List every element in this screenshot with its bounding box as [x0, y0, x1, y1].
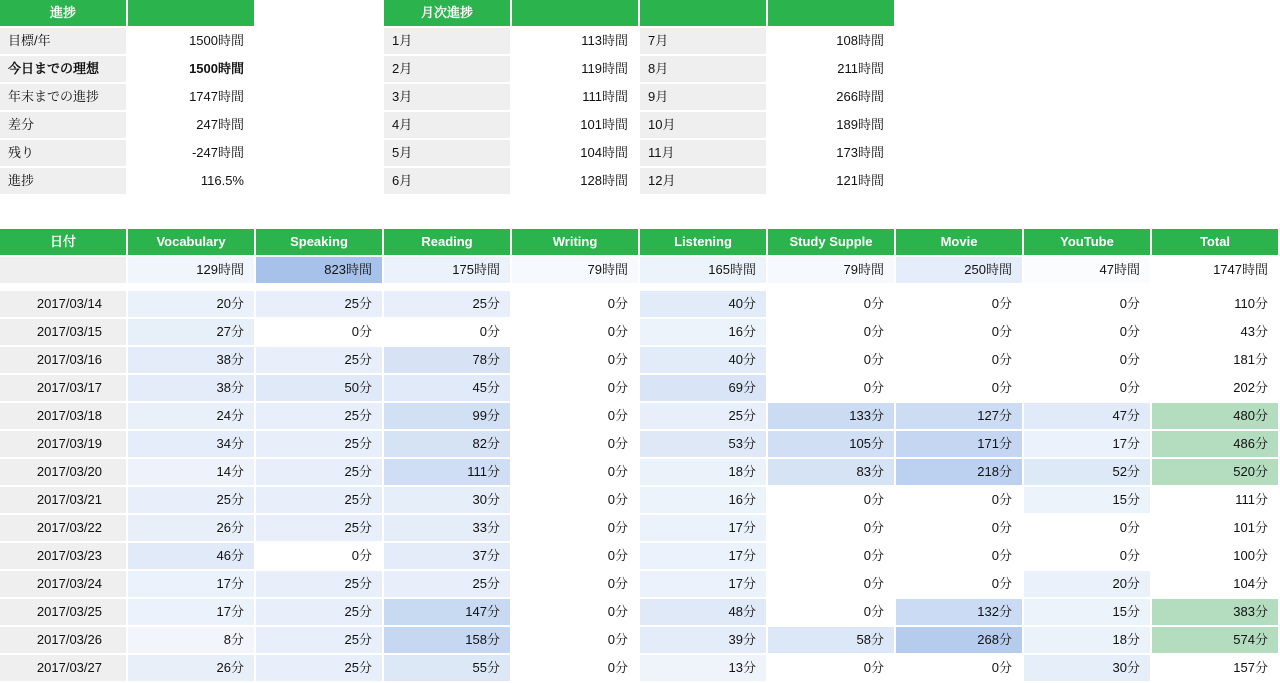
minute-cell[interactable]: 0分 — [512, 459, 640, 487]
month-label-cell[interactable]: 3月 — [384, 84, 512, 112]
minute-cell[interactable]: 0分 — [768, 347, 896, 375]
minute-cell[interactable]: 0分 — [512, 319, 640, 347]
minute-cell[interactable]: 17分 — [128, 599, 256, 627]
minute-cell[interactable]: 0分 — [1024, 319, 1152, 347]
minute-cell[interactable]: 0分 — [384, 319, 512, 347]
totals-hour-cell[interactable]: 79時間 — [512, 257, 640, 285]
minute-cell[interactable]: 17分 — [640, 515, 768, 543]
daily-row — [0, 347, 1280, 375]
minute-cell[interactable]: 14分 — [128, 459, 256, 487]
totals-hour-cell[interactable]: 250時間 — [896, 257, 1024, 285]
daily-row — [0, 627, 1280, 655]
minute-cell[interactable]: 15分 — [1024, 487, 1152, 515]
month-value-cell[interactable]: 211時間 — [768, 56, 896, 84]
column-header-cell[interactable]: Writing — [512, 229, 640, 257]
month-value-cell[interactable]: 266時間 — [768, 84, 896, 112]
summary-value-cell[interactable]: 1500時間 — [128, 28, 256, 56]
minute-cell[interactable]: 15分 — [1024, 599, 1152, 627]
minute-cell[interactable]: 16分 — [640, 319, 768, 347]
month-label-cell[interactable]: 1月 — [384, 28, 512, 56]
minute-cell[interactable]: 8分 — [128, 627, 256, 655]
minute-cell[interactable]: 25分 — [256, 655, 384, 683]
monthly-row — [384, 168, 896, 196]
minute-cell[interactable]: 0分 — [896, 515, 1024, 543]
minute-cell[interactable]: 25分 — [256, 627, 384, 655]
minute-cell[interactable]: 0分 — [512, 543, 640, 571]
summary-value-cell[interactable]: 116.5% — [128, 168, 256, 196]
date-cell[interactable]: 2017/03/21 — [0, 487, 128, 515]
daily-total-cell[interactable]: 110分 — [1152, 291, 1280, 319]
date-cell[interactable]: 2017/03/26 — [0, 627, 128, 655]
month-label-cell[interactable]: 10月 — [640, 112, 768, 140]
minute-cell[interactable]: 25分 — [640, 403, 768, 431]
minute-cell[interactable]: 0分 — [768, 599, 896, 627]
totals-hour-cell[interactable]: 1747時間 — [1152, 257, 1280, 285]
monthly-row — [384, 56, 896, 84]
summary-value-cell[interactable]: -247時間 — [128, 140, 256, 168]
daily-total-cell[interactable]: 480分 — [1152, 403, 1280, 431]
minute-cell[interactable]: 268分 — [896, 627, 1024, 655]
month-label-cell[interactable]: 4月 — [384, 112, 512, 140]
minute-cell[interactable]: 99分 — [384, 403, 512, 431]
daily-total-cell[interactable]: 104分 — [1152, 571, 1280, 599]
minute-cell[interactable]: 0分 — [1024, 543, 1152, 571]
daily-row — [0, 431, 1280, 459]
daily-total-cell[interactable]: 202分 — [1152, 375, 1280, 403]
minute-cell[interactable]: 0分 — [512, 627, 640, 655]
minute-cell[interactable]: 16分 — [640, 487, 768, 515]
column-header-cell[interactable]: Listening — [640, 229, 768, 257]
minute-cell[interactable]: 69分 — [640, 375, 768, 403]
minute-cell[interactable]: 45分 — [384, 375, 512, 403]
minute-cell[interactable]: 38分 — [128, 375, 256, 403]
daily-row — [0, 543, 1280, 571]
minute-cell[interactable]: 25分 — [256, 459, 384, 487]
minute-cell[interactable]: 26分 — [128, 515, 256, 543]
progress-summary-table — [0, 0, 256, 196]
daily-total-cell[interactable]: 520分 — [1152, 459, 1280, 487]
date-cell[interactable]: 2017/03/19 — [0, 431, 128, 459]
minute-cell[interactable]: 132分 — [896, 599, 1024, 627]
minute-cell[interactable]: 0分 — [512, 571, 640, 599]
minute-cell[interactable]: 0分 — [768, 571, 896, 599]
month-value-cell[interactable]: 104時間 — [512, 140, 640, 168]
summary-label-cell[interactable]: 年末までの進捗 — [0, 84, 128, 112]
top-summary-section — [0, 0, 1280, 196]
minute-cell[interactable]: 0分 — [256, 319, 384, 347]
totals-hour-cell[interactable]: 79時間 — [768, 257, 896, 285]
minute-cell[interactable]: 0分 — [896, 655, 1024, 683]
header-row — [0, 0, 256, 28]
daily-row — [0, 403, 1280, 431]
totals-date-cell[interactable] — [0, 257, 128, 285]
minute-cell[interactable]: 0分 — [896, 319, 1024, 347]
minute-cell[interactable]: 0分 — [512, 515, 640, 543]
summary-row — [0, 112, 256, 140]
monthly-row — [384, 112, 896, 140]
minute-cell[interactable]: 133分 — [768, 403, 896, 431]
daily-row — [0, 319, 1280, 347]
date-cell[interactable]: 2017/03/17 — [0, 375, 128, 403]
minute-cell[interactable]: 48分 — [640, 599, 768, 627]
minute-cell[interactable]: 25分 — [256, 291, 384, 319]
minute-cell[interactable]: 25分 — [256, 515, 384, 543]
daily-row — [0, 459, 1280, 487]
minute-cell[interactable]: 18分 — [1024, 627, 1152, 655]
date-cell[interactable]: 2017/03/27 — [0, 655, 128, 683]
daily-study-log-table — [0, 229, 1280, 683]
daily-row — [0, 655, 1280, 683]
summary-value-cell[interactable]: 1500時間 — [128, 56, 256, 84]
minute-cell[interactable]: 38分 — [128, 347, 256, 375]
minute-cell[interactable]: 0分 — [1024, 515, 1152, 543]
minute-cell[interactable]: 40分 — [640, 291, 768, 319]
column-header-cell[interactable]: Speaking — [256, 229, 384, 257]
minute-cell[interactable]: 25分 — [256, 431, 384, 459]
minute-cell[interactable]: 52分 — [1024, 459, 1152, 487]
minute-cell[interactable]: 27分 — [128, 319, 256, 347]
month-label-cell[interactable]: 2月 — [384, 56, 512, 84]
column-header-row — [0, 229, 1280, 257]
minute-cell[interactable]: 0分 — [512, 375, 640, 403]
month-value-cell[interactable]: 101時間 — [512, 112, 640, 140]
minute-cell[interactable]: 26分 — [128, 655, 256, 683]
daily-total-cell[interactable]: 100分 — [1152, 543, 1280, 571]
minute-cell[interactable]: 0分 — [896, 543, 1024, 571]
month-value-cell[interactable]: 113時間 — [512, 28, 640, 56]
minute-cell[interactable]: 17分 — [1024, 431, 1152, 459]
summary-header-empty-cell[interactable] — [128, 0, 256, 28]
month-label-cell[interactable]: 11月 — [640, 140, 768, 168]
minute-cell[interactable]: 17分 — [640, 571, 768, 599]
minute-cell[interactable]: 25分 — [256, 487, 384, 515]
minute-cell[interactable]: 34分 — [128, 431, 256, 459]
month-label-cell[interactable]: 9月 — [640, 84, 768, 112]
header-row — [384, 0, 896, 28]
minute-cell[interactable]: 105分 — [768, 431, 896, 459]
minute-cell[interactable]: 0分 — [768, 515, 896, 543]
monthly-header-cell[interactable]: 月次進捗 — [384, 0, 512, 28]
minute-cell[interactable]: 17分 — [128, 571, 256, 599]
date-cell[interactable]: 2017/03/16 — [0, 347, 128, 375]
month-value-cell[interactable]: 108時間 — [768, 28, 896, 56]
minute-cell[interactable]: 0分 — [512, 487, 640, 515]
minute-cell[interactable]: 78分 — [384, 347, 512, 375]
daily-total-cell[interactable]: 101分 — [1152, 515, 1280, 543]
minute-cell[interactable]: 18分 — [640, 459, 768, 487]
minute-cell[interactable]: 0分 — [1024, 375, 1152, 403]
minute-cell[interactable]: 0分 — [768, 319, 896, 347]
minute-cell[interactable]: 39分 — [640, 627, 768, 655]
minute-cell[interactable]: 0分 — [896, 375, 1024, 403]
minute-cell[interactable]: 0分 — [512, 655, 640, 683]
column-header-cell[interactable]: Reading — [384, 229, 512, 257]
month-value-cell[interactable]: 189時間 — [768, 112, 896, 140]
monthly-row — [384, 84, 896, 112]
column-header-cell[interactable]: YouTube — [1024, 229, 1152, 257]
minute-cell[interactable]: 0分 — [1024, 347, 1152, 375]
summary-label-cell[interactable]: 目標/年 — [0, 28, 128, 56]
date-cell[interactable]: 2017/03/25 — [0, 599, 128, 627]
category-totals-row — [0, 257, 1280, 285]
minute-cell[interactable]: 0分 — [768, 655, 896, 683]
summary-label-cell[interactable]: 残り — [0, 140, 128, 168]
daily-row — [0, 487, 1280, 515]
minute-cell[interactable]: 53分 — [640, 431, 768, 459]
minute-cell[interactable]: 218分 — [896, 459, 1024, 487]
minute-cell[interactable]: 111分 — [384, 459, 512, 487]
column-header-cell[interactable]: Movie — [896, 229, 1024, 257]
minute-cell[interactable]: 171分 — [896, 431, 1024, 459]
monthly-header-empty-cell[interactable] — [768, 0, 896, 28]
minute-cell[interactable]: 83分 — [768, 459, 896, 487]
summary-value-cell[interactable]: 1747時間 — [128, 84, 256, 112]
minute-cell[interactable]: 0分 — [512, 403, 640, 431]
minute-cell[interactable]: 82分 — [384, 431, 512, 459]
minute-cell[interactable]: 0分 — [256, 543, 384, 571]
totals-hour-cell[interactable]: 165時間 — [640, 257, 768, 285]
date-cell[interactable]: 2017/03/23 — [0, 543, 128, 571]
minute-cell[interactable]: 0分 — [512, 431, 640, 459]
minute-cell[interactable]: 0分 — [768, 543, 896, 571]
minute-cell[interactable]: 58分 — [768, 627, 896, 655]
minute-cell[interactable]: 24分 — [128, 403, 256, 431]
summary-label-cell[interactable]: 今日までの理想 — [0, 56, 128, 84]
minute-cell[interactable]: 0分 — [896, 487, 1024, 515]
monthly-header-empty-cell[interactable] — [512, 0, 640, 28]
minute-cell[interactable]: 47分 — [1024, 403, 1152, 431]
daily-row — [0, 571, 1280, 599]
minute-cell[interactable]: 40分 — [640, 347, 768, 375]
summary-row — [0, 140, 256, 168]
totals-hour-cell[interactable]: 47時間 — [1024, 257, 1152, 285]
minute-cell[interactable]: 0分 — [512, 599, 640, 627]
month-label-cell[interactable]: 7月 — [640, 28, 768, 56]
minute-cell[interactable]: 158分 — [384, 627, 512, 655]
minute-cell[interactable]: 37分 — [384, 543, 512, 571]
minute-cell[interactable]: 17分 — [640, 543, 768, 571]
daily-row — [0, 515, 1280, 543]
daily-total-cell[interactable]: 111分 — [1152, 487, 1280, 515]
monthly-progress-table — [384, 0, 896, 196]
minute-cell[interactable]: 0分 — [768, 375, 896, 403]
month-label-cell[interactable]: 8月 — [640, 56, 768, 84]
date-cell[interactable]: 2017/03/15 — [0, 319, 128, 347]
minute-cell[interactable]: 30分 — [384, 487, 512, 515]
daily-total-cell[interactable]: 574分 — [1152, 627, 1280, 655]
column-header-cell[interactable]: 日付 — [0, 229, 128, 257]
column-header-cell[interactable]: Total — [1152, 229, 1280, 257]
minute-cell[interactable]: 0分 — [896, 291, 1024, 319]
summary-row — [0, 168, 256, 196]
month-value-cell[interactable]: 128時間 — [512, 168, 640, 196]
minute-cell[interactable]: 0分 — [512, 291, 640, 319]
date-cell[interactable]: 2017/03/18 — [0, 403, 128, 431]
column-header-cell[interactable]: Vocabulary — [128, 229, 256, 257]
month-value-cell[interactable]: 111時間 — [512, 84, 640, 112]
minute-cell[interactable]: 20分 — [128, 291, 256, 319]
monthly-row — [384, 28, 896, 56]
daily-total-cell[interactable]: 157分 — [1152, 655, 1280, 683]
column-header-cell[interactable]: Study Supple — [768, 229, 896, 257]
minute-cell[interactable]: 30分 — [1024, 655, 1152, 683]
date-cell[interactable]: 2017/03/22 — [0, 515, 128, 543]
daily-row — [0, 599, 1280, 627]
minute-cell[interactable]: 0分 — [896, 571, 1024, 599]
minute-cell[interactable]: 0分 — [512, 347, 640, 375]
minute-cell[interactable]: 33分 — [384, 515, 512, 543]
monthly-header-empty-cell[interactable] — [640, 0, 768, 28]
minute-cell[interactable]: 13分 — [640, 655, 768, 683]
minute-cell[interactable]: 25分 — [256, 403, 384, 431]
summary-row — [0, 56, 256, 84]
minute-cell[interactable]: 0分 — [1024, 291, 1152, 319]
daily-total-cell[interactable]: 383分 — [1152, 599, 1280, 627]
summary-value-cell[interactable]: 247時間 — [128, 112, 256, 140]
daily-total-cell[interactable]: 181分 — [1152, 347, 1280, 375]
summary-row — [0, 28, 256, 56]
month-value-cell[interactable]: 119時間 — [512, 56, 640, 84]
totals-hour-cell[interactable]: 129時間 — [128, 257, 256, 285]
summary-label-cell[interactable]: 進捗 — [0, 168, 128, 196]
daily-row — [0, 291, 1280, 319]
totals-hour-cell[interactable]: 175時間 — [384, 257, 512, 285]
month-value-cell[interactable]: 173時間 — [768, 140, 896, 168]
month-label-cell[interactable]: 6月 — [384, 168, 512, 196]
summary-row — [0, 84, 256, 112]
daily-row — [0, 375, 1280, 403]
minute-cell[interactable]: 25分 — [128, 487, 256, 515]
minute-cell[interactable]: 0分 — [896, 347, 1024, 375]
minute-cell[interactable]: 0分 — [768, 487, 896, 515]
date-cell[interactable]: 2017/03/24 — [0, 571, 128, 599]
date-cell[interactable]: 2017/03/14 — [0, 291, 128, 319]
minute-cell[interactable]: 55分 — [384, 655, 512, 683]
minute-cell[interactable]: 0分 — [768, 291, 896, 319]
minute-cell[interactable]: 25分 — [256, 347, 384, 375]
daily-total-cell[interactable]: 486分 — [1152, 431, 1280, 459]
summary-label-cell[interactable]: 差分 — [0, 112, 128, 140]
minute-cell[interactable]: 25分 — [384, 291, 512, 319]
minute-cell[interactable]: 50分 — [256, 375, 384, 403]
summary-header-cell[interactable]: 進捗 — [0, 0, 128, 28]
minute-cell[interactable]: 25分 — [256, 571, 384, 599]
totals-hour-cell[interactable]: 823時間 — [256, 257, 384, 285]
month-label-cell[interactable]: 12月 — [640, 168, 768, 196]
minute-cell[interactable]: 20分 — [1024, 571, 1152, 599]
daily-total-cell[interactable]: 43分 — [1152, 319, 1280, 347]
minute-cell[interactable]: 127分 — [896, 403, 1024, 431]
minute-cell[interactable]: 147分 — [384, 599, 512, 627]
minute-cell[interactable]: 25分 — [384, 571, 512, 599]
month-label-cell[interactable]: 5月 — [384, 140, 512, 168]
date-cell[interactable]: 2017/03/20 — [0, 459, 128, 487]
minute-cell[interactable]: 46分 — [128, 543, 256, 571]
minute-cell[interactable]: 25分 — [256, 599, 384, 627]
month-value-cell[interactable]: 121時間 — [768, 168, 896, 196]
monthly-row — [384, 140, 896, 168]
